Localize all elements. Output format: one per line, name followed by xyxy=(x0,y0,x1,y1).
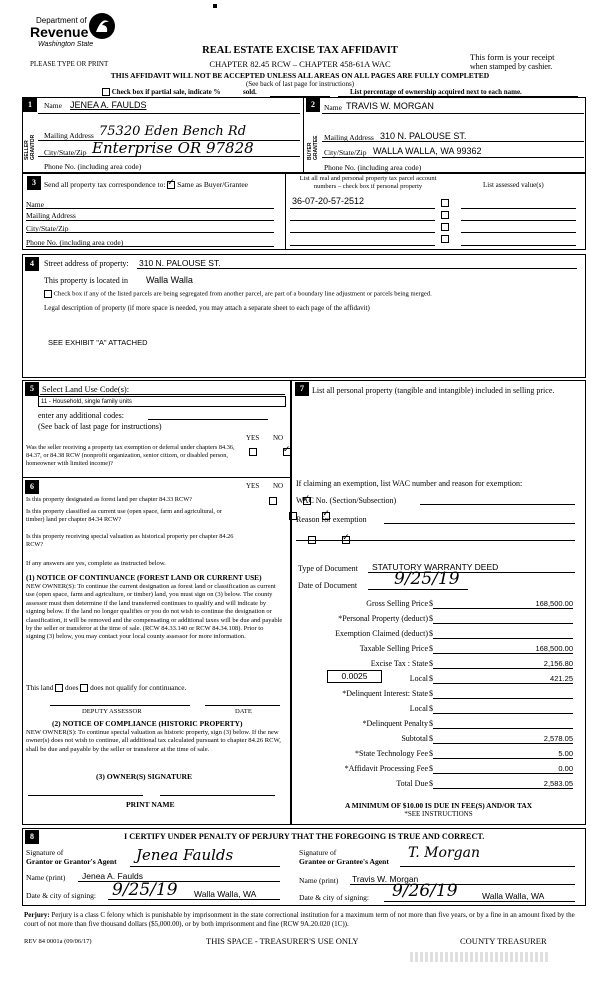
gross-selling-value[interactable]: 168,500.00 xyxy=(535,599,573,608)
seller-name-label: Name xyxy=(44,101,62,110)
technology-fee-line xyxy=(433,758,573,759)
buyer-name-line xyxy=(322,113,584,114)
grantor-name-line xyxy=(78,881,280,882)
street-address[interactable]: 310 N. PALOUSE ST. xyxy=(139,258,221,268)
perjury-notice xyxy=(24,911,580,929)
parcel-header: List all real and personal property tax parcel account numbers – check box if personal property xyxy=(299,175,437,190)
section-3-number: 3 xyxy=(27,176,41,190)
buyer-city[interactable]: WALLA WALLA, WA 99362 xyxy=(373,146,482,156)
buyer-mailing-label: Mailing Address xyxy=(324,133,374,142)
date-label-s6: DATE xyxy=(235,708,252,715)
section-5-number: 5 xyxy=(25,382,39,396)
total-due-value[interactable]: 2,583.05 xyxy=(543,779,573,788)
technology-fee-value[interactable]: 5.00 xyxy=(558,749,573,758)
wac-label: WAC No. (Section/Subsection) xyxy=(296,496,397,505)
owner-sig-line-2 xyxy=(160,795,275,796)
excise-state-label: Excise Tax : State xyxy=(370,659,428,668)
excise-state-value[interactable]: 2,156.80 xyxy=(543,659,573,668)
deputy-line xyxy=(50,705,190,706)
buyer-city-label: City/State/Zip xyxy=(324,148,367,157)
partial-sale-row xyxy=(102,88,220,96)
s3-name-label: Name xyxy=(26,200,44,209)
assessed-header: List assessed value(s) xyxy=(483,181,544,189)
owner-sig-line-1 xyxy=(28,795,143,796)
doc-date[interactable]: 9/25/19 xyxy=(394,569,460,589)
forest-yes-checkbox[interactable] xyxy=(269,497,277,505)
partial-sale-label: Check box if partial sale, indicate % xyxy=(111,88,221,96)
section-6-number: 6 xyxy=(25,480,39,494)
treasurer-space: THIS SPACE - TREASURER'S USE ONLY xyxy=(206,936,359,946)
grantee-date[interactable]: 9/26/19 xyxy=(392,881,458,901)
s3-phone-line xyxy=(26,246,274,247)
rev-number: REV 84 0001a (09/06/17) xyxy=(24,938,92,945)
s5-s6-divider xyxy=(22,477,291,478)
s3-mailing-line xyxy=(26,220,274,221)
forest-question: Is this property designated as forest land per chapter 84.33 RCW? xyxy=(26,496,192,503)
reason-label: Reason for exemption xyxy=(296,515,367,524)
street-address-label: Street address of property: xyxy=(44,259,129,268)
segregated-label: Check box if any of the listed parcels are being segregated from another parcel, are part of a boundary line adjustment or parcels being merged. xyxy=(53,290,432,298)
current-use-question: Is this property classified as current use (open space, farm and agricultural, or timber) land per chapter 84.34 RCW? xyxy=(26,508,222,523)
total-due-line xyxy=(433,788,573,789)
grantor-name-label: Name (print) xyxy=(26,873,66,882)
perjury-text: Perjury is a class C felony which is punishable by imprisonment in the state correctional institution for a maximum term of not more than five years, or by a fine in an amount fixed by the court of not more than five thousand dollars ($5,000.00), or by both imprisonment and fine (RCW 9A.20.020 (1C)). xyxy=(24,911,575,928)
processing-fee-label: *Affidavit Processing Fee xyxy=(344,764,428,773)
does-checkbox[interactable] xyxy=(55,684,63,692)
parcel-line-2 xyxy=(290,220,435,221)
exemption-claimed-dollar: $ xyxy=(429,629,433,638)
seller-city-line xyxy=(38,156,300,157)
segregated-row xyxy=(44,290,432,298)
qualify-row xyxy=(26,683,186,692)
logo-line-2: Revenue xyxy=(30,24,89,40)
notice-compliance-title: (2) NOTICE OF COMPLIANCE (HISTORIC PROPERTY) xyxy=(52,719,243,728)
deputy-label: DEPUTY ASSESSOR xyxy=(82,708,142,715)
delinquent-penalty-dollar: $ xyxy=(429,719,433,728)
section-4-number: 4 xyxy=(25,257,39,271)
processing-fee-dollar: $ xyxy=(429,764,433,773)
taxable-selling-value[interactable]: 168,500.00 xyxy=(535,644,573,653)
doc-date-label: Date of Document xyxy=(298,581,358,590)
personal-property-text: List all personal property (tangible and intangible) included in selling price. xyxy=(312,386,555,395)
grantee-date-label: Date & city of signing: xyxy=(299,893,370,902)
doc-date-line xyxy=(368,589,468,590)
delinquent-interest-local-dollar: $ xyxy=(429,704,433,713)
s3-name-line xyxy=(26,208,274,209)
seller-city[interactable]: Enterprise OR 97828 xyxy=(92,139,254,157)
grantee-sig-label-1: Signature of xyxy=(299,848,337,857)
technology-fee-dollar: $ xyxy=(429,749,433,758)
gross-selling-line xyxy=(433,608,573,609)
buyer-name-label: Name xyxy=(324,103,342,112)
send-correspondence xyxy=(44,180,248,189)
parcel-line-1 xyxy=(290,208,435,209)
grantor-date[interactable]: 9/25/19 xyxy=(112,880,178,900)
partial-sale-checkbox[interactable] xyxy=(102,88,110,96)
delinquent-interest-state-line xyxy=(433,698,573,699)
delinquent-penalty-label: *Delinquent Penalty xyxy=(362,719,428,728)
notice-compliance-body: NEW OWNER(S): To continue special valuation as historic property, sign (3) below. If the new owner(s) does not wish to continue, all additional tax calculated pursuant to chapter 84.26 RCW, shall be due and payable by the seller or transferor at the time of sale. xyxy=(26,729,281,753)
list-percentage: List percentage of ownership acquired next to each name. xyxy=(350,88,522,96)
buyer-mailing[interactable]: 310 N. PALOUSE ST. xyxy=(380,131,467,141)
personal-property-checkbox-4[interactable] xyxy=(441,235,449,243)
date-line xyxy=(205,705,280,706)
form-subtitle: CHAPTER 82.45 RCW – CHAPTER 458-61A WAC xyxy=(209,59,391,69)
assessed-line-4 xyxy=(461,245,576,246)
seller-side-label: SELLER GRANTOR xyxy=(24,134,36,160)
grantor-signature[interactable]: Jenea Faulds xyxy=(136,846,234,864)
grantee-name-label: Name (print) xyxy=(299,876,339,885)
grantee-name-line xyxy=(350,884,575,885)
assessed-line-2 xyxy=(461,220,576,221)
delinquent-penalty-line xyxy=(433,728,573,729)
doc-type[interactable]: STATUTORY WARRANTY DEED xyxy=(372,562,499,572)
reason-line xyxy=(384,523,575,524)
parcel-divider xyxy=(285,173,286,250)
additional-codes-line xyxy=(148,419,268,420)
seller-city-label: City/State/Zip xyxy=(44,148,87,157)
doc-type-label: Type of Document xyxy=(298,564,358,573)
delinquent-interest-state-label: *Delinquent Interest: State xyxy=(342,689,428,698)
grantee-sig-label-2: Grantee or Grantee's Agent xyxy=(299,857,389,866)
county-treasurer: COUNTY TREASURER xyxy=(460,936,547,946)
excise-local-value[interactable]: 421.25 xyxy=(550,674,573,683)
yes-header-s5: YES xyxy=(246,434,260,442)
minimum-fee: A MINIMUM OF $10.00 IS DUE IN FEE(S) AND/OR TAX xyxy=(344,801,533,810)
subtotal-value[interactable]: 2,578.05 xyxy=(543,734,573,743)
grantee-date-line xyxy=(384,901,575,902)
print-name-label: PRINT NAME xyxy=(126,800,175,809)
located-county[interactable]: Walla Walla xyxy=(146,275,193,285)
section-divider xyxy=(303,97,304,173)
located-label: This property is located in xyxy=(44,276,128,285)
buyer-side-label: BUYER GRANTEE xyxy=(307,135,319,160)
grantor-name[interactable]: Jenea A. Faulds xyxy=(82,871,143,881)
reason-line-2 xyxy=(296,540,575,541)
assessed-line-3 xyxy=(461,232,576,233)
receipt-note-2: when stamped by cashier. xyxy=(470,62,553,71)
additional-codes-label: enter any additional codes: xyxy=(38,411,124,420)
subtotal-dollar: $ xyxy=(429,734,433,743)
taxable-selling-label: Taxable Selling Price xyxy=(359,644,428,653)
total-due-dollar: $ xyxy=(429,779,433,788)
processing-fee-line xyxy=(433,773,573,774)
buyer-name[interactable]: TRAVIS W. MORGAN xyxy=(346,101,434,111)
no-header-s5: NO xyxy=(273,434,284,442)
wac-line xyxy=(420,504,575,505)
land-use-label-line xyxy=(40,394,285,395)
section-1-number: 1 xyxy=(23,98,37,112)
section-2-number: 2 xyxy=(306,98,320,112)
no-header-s6: NO xyxy=(273,482,284,490)
segregated-checkbox[interactable] xyxy=(44,290,52,298)
logo-line-1: Department of xyxy=(36,16,87,25)
excise-state-dollar: $ xyxy=(429,659,433,668)
top-mark xyxy=(213,4,217,8)
seller-phone-label: Phone No. (including area code) xyxy=(44,162,142,171)
excise-local-label: Local xyxy=(409,674,428,683)
perjury-label: Perjury: xyxy=(24,911,50,919)
s3-city-label: City/State/Zip xyxy=(26,224,69,233)
parcel-number-1[interactable]: 36-07-20-57-2512 xyxy=(292,196,365,206)
local-rate-box[interactable]: 0.0025 xyxy=(327,670,382,683)
s3-phone-label: Phone No. (including area code) xyxy=(26,238,124,247)
yes-header-s6: YES xyxy=(246,482,260,490)
total-due-label: Total Due xyxy=(396,779,428,788)
personal-property-line xyxy=(433,623,573,624)
taxable-selling-line xyxy=(433,653,573,654)
delinquent-interest-state-dollar: $ xyxy=(429,689,433,698)
grantee-name[interactable]: Travis W. Morgan xyxy=(352,874,419,884)
gross-selling-label: Gross Selling Price xyxy=(366,599,428,608)
same-as-buyer-checkbox[interactable] xyxy=(167,181,175,189)
historical-question: Is this property receiving special valuation as historical property per chapter 84.26 RCW? xyxy=(26,533,234,548)
does-label: does xyxy=(65,683,79,692)
certify-statement: I CERTIFY UNDER PENALTY OF PERJURY THAT THE FOREGOING IS TRUE AND CORRECT. xyxy=(124,832,485,841)
land-use-select[interactable]: 11 - Household, single family units xyxy=(38,396,286,407)
grantee-city[interactable]: Walla Walla, WA xyxy=(482,891,545,901)
parcel-line-3 xyxy=(290,232,435,233)
processing-fee-value[interactable]: 0.00 xyxy=(558,764,573,773)
personal-property-checkbox-2[interactable] xyxy=(441,211,449,219)
owner-signature-label: (3) OWNER(S) SIGNATURE xyxy=(96,772,193,781)
treasurer-stamp-area xyxy=(410,952,550,962)
notice-continuance-body: NEW OWNER(S): To continue the current designation as forest land or classification as current use (open space, farm and agriculture, or timber) land, you must sign on (3) below. The county assessor must then determine if the land transferred continues to qualify and will indicate by signing below. If the land no longer qualifies or you do not wish to continue the designation or classification, it will be removed and the compensating or additional taxes will be due and payable by the seller or transferor at the time of sale. (RCW 84.33.140 or RCW 84.34.108). Prior to signing (3) below, you may contact your local county assessor for more information. xyxy=(26,583,283,641)
grantor-date-line xyxy=(108,899,280,900)
warning-line: THIS AFFIDAVIT WILL NOT BE ACCEPTED UNLESS ALL AREAS ON ALL PAGES ARE FULLY COMPLETED xyxy=(110,71,490,80)
does-not-label: does not qualify for continuance. xyxy=(90,683,187,692)
exemption-claimed-line xyxy=(433,638,573,639)
grantee-sig-line xyxy=(400,866,575,867)
sold-label: sold. xyxy=(243,88,257,96)
exemption-no-checkbox[interactable] xyxy=(283,448,291,456)
grantor-sig-line xyxy=(130,866,280,867)
receipt-note-1: This form is your receipt xyxy=(470,52,555,62)
exhibit-note: SEE EXHIBIT "A" ATTACHED xyxy=(48,338,148,347)
see-back-header: (See back of last page for instructions) xyxy=(245,80,355,88)
land-use-label: Select Land Use Code(s): xyxy=(42,384,130,394)
grantor-date-label: Date & city of signing: xyxy=(26,891,97,900)
street-address-line xyxy=(137,268,577,269)
does-not-checkbox[interactable] xyxy=(80,684,88,692)
s3-city-line xyxy=(26,232,274,233)
notice-continuance-title: (1) NOTICE OF CONTINUANCE (FOREST LAND OR CURRENT USE) xyxy=(26,573,262,582)
subtotal-label: Subtotal xyxy=(401,734,428,743)
s3-mailing-label: Mailing Address xyxy=(26,211,76,220)
technology-fee-label: *State Technology Fee xyxy=(354,749,428,758)
buyer-city-line xyxy=(322,157,584,158)
personal-property-dollar: $ xyxy=(429,614,433,623)
excise-local-line xyxy=(433,683,573,684)
excise-local-dollar: $ xyxy=(429,674,433,683)
see-instructions: *SEE INSTRUCTIONS xyxy=(404,810,473,818)
this-land-label: This land xyxy=(26,683,54,692)
revenue-logo-icon xyxy=(88,12,116,40)
delinquent-interest-local-label: Local xyxy=(409,704,428,713)
seller-name[interactable]: JENEA A. FAULDS xyxy=(70,100,147,110)
legal-description: Legal description of property (if more space is needed, you may attach a separate sheet to each page of the affidavit) xyxy=(44,304,370,312)
send-label: Send all property tax correspondence to: xyxy=(44,180,166,189)
personal-property-checkboxes xyxy=(441,199,449,243)
parcel-line-4 xyxy=(290,245,435,246)
exemption-yes-checkbox[interactable] xyxy=(249,448,257,456)
see-back-s5: (See back of last page for instructions) xyxy=(38,422,162,431)
subtotal-line xyxy=(433,743,573,744)
seller-name-line xyxy=(38,113,300,114)
section-8-number: 8 xyxy=(25,830,39,844)
section-4-box xyxy=(22,254,586,378)
personal-property-checkbox-1[interactable] xyxy=(441,199,449,207)
exemption-question: Was the seller receiving a property tax exemption or deferral under chapters 84.36, 84.37, or 84.38 RCW (nonprofit organization, senior citizen, or disabled person, homeowner with limited income)? xyxy=(26,444,235,467)
exemption-claimed-label: Exemption Claimed (deduct) xyxy=(335,629,428,638)
personal-property-checkbox-3[interactable] xyxy=(441,223,449,231)
excise-state-line xyxy=(433,668,573,669)
taxable-selling-dollar: $ xyxy=(429,644,433,653)
if-any-yes: If any answers are yes, complete as instructed below. xyxy=(26,560,166,567)
grantor-city[interactable]: Walla Walla, WA xyxy=(194,889,257,899)
buyer-phone-label: Phone No. (including area code) xyxy=(324,163,422,172)
same-as-label: Same as Buyer/Grantee xyxy=(177,180,248,189)
section-7-number: 7 xyxy=(295,382,309,396)
assessed-line-1 xyxy=(461,208,576,209)
seller-mailing[interactable]: 75320 Eden Bench Rd xyxy=(99,124,247,139)
form-title: REAL ESTATE EXCISE TAX AFFIDAVIT xyxy=(202,45,398,56)
seller-mailing-label: Mailing Address xyxy=(44,131,94,140)
gross-selling-dollar: $ xyxy=(429,599,433,608)
buyer-mailing-line xyxy=(322,141,584,142)
grantee-signature[interactable]: T. Morgan xyxy=(408,845,480,861)
grantor-sig-label-2: Grantor or Grantor's Agent xyxy=(26,857,117,866)
type-or-print: PLEASE TYPE OR PRINT xyxy=(30,60,109,68)
grantor-sig-label-1: Signature of xyxy=(26,848,64,857)
delinquent-interest-local-line xyxy=(433,713,573,714)
personal-property-deduct-label: *Personal Property (deduct) xyxy=(338,614,428,623)
exemption-claim-label: If claiming an exemption, list WAC number and reason for exemption: xyxy=(296,479,523,488)
logo-line-3: Washington State xyxy=(38,41,94,48)
